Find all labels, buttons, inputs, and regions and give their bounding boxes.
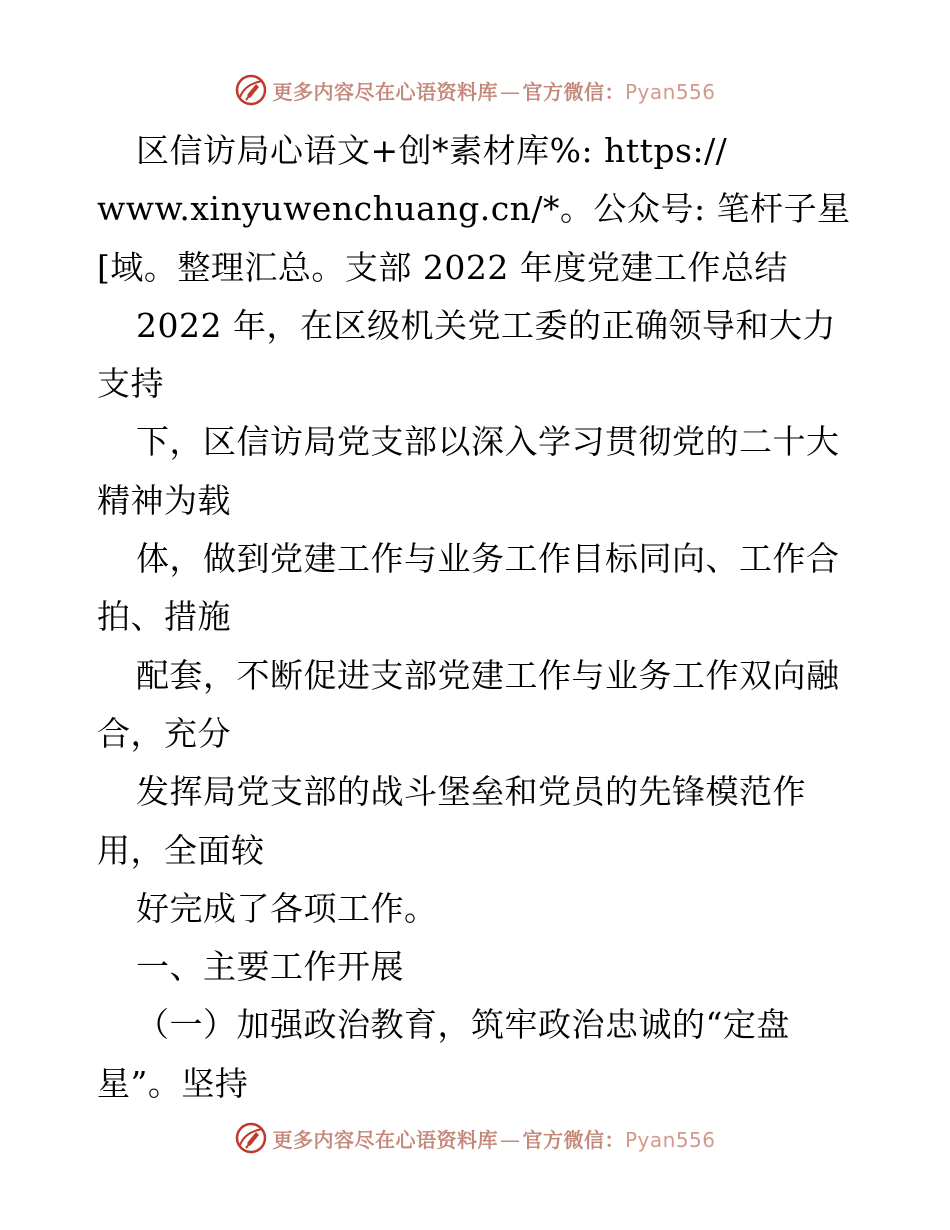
doc-line-7: 精神为载 <box>97 480 231 520</box>
banner-wechat-label: 官方微信： <box>522 79 625 104</box>
footer-banner <box>0 1118 950 1158</box>
header-banner <box>0 70 950 110</box>
doc-line-12: 发挥局党支部的战斗堡垒和党员的先锋模范作 <box>136 772 806 812</box>
doc-line-2: www.xinyuwenchuang.cn/*。公众号: 笔杆子星 <box>97 189 851 229</box>
pen-logo-icon <box>234 1121 268 1155</box>
banner-text <box>272 76 715 105</box>
doc-line-3: [域。整理汇总。支部 2022 年度党建工作总结 <box>97 247 788 287</box>
banner-text <box>272 1124 715 1153</box>
doc-line-1: 区信访局心语文+创*素材库%: https:// <box>136 131 728 170</box>
document-body <box>97 122 857 1113</box>
doc-line-10: 配套，不断促进支部党建工作与业务工作双向融 <box>136 655 840 695</box>
doc-line-4: 2022 年，在区级机关党工委的正确领导和大力 <box>136 305 836 345</box>
doc-line-16: （一）加强政治教育，筑牢政治忠诚的“定盘 <box>136 1005 790 1045</box>
banner-brand: 更多内容尽在心语资料库 <box>272 1127 498 1152</box>
doc-line-17: 星”。坚持 <box>97 1063 249 1103</box>
doc-line-15: 一、主要工作开展 <box>136 947 404 987</box>
banner-wechat-id: Pyan556 <box>624 79 716 104</box>
doc-line-9: 拍、措施 <box>97 597 231 637</box>
banner-separator: — <box>499 79 521 104</box>
doc-line-6: 下，区信访局党支部以深入学习贯彻党的二十大 <box>136 422 840 462</box>
doc-line-11: 合，充分 <box>97 713 231 753</box>
doc-line-14: 好完成了各项工作。 <box>136 888 438 928</box>
pen-logo-icon <box>234 73 268 107</box>
banner-separator: — <box>499 1127 521 1152</box>
doc-line-5: 支持 <box>97 364 164 404</box>
banner-wechat-label: 官方微信： <box>522 1127 625 1152</box>
doc-line-8: 体，做到党建工作与业务工作目标同向、工作合 <box>136 539 840 579</box>
doc-line-13: 用，全面较 <box>97 830 265 870</box>
banner-brand: 更多内容尽在心语资料库 <box>272 79 498 104</box>
banner-wechat-id: Pyan556 <box>624 1127 716 1152</box>
